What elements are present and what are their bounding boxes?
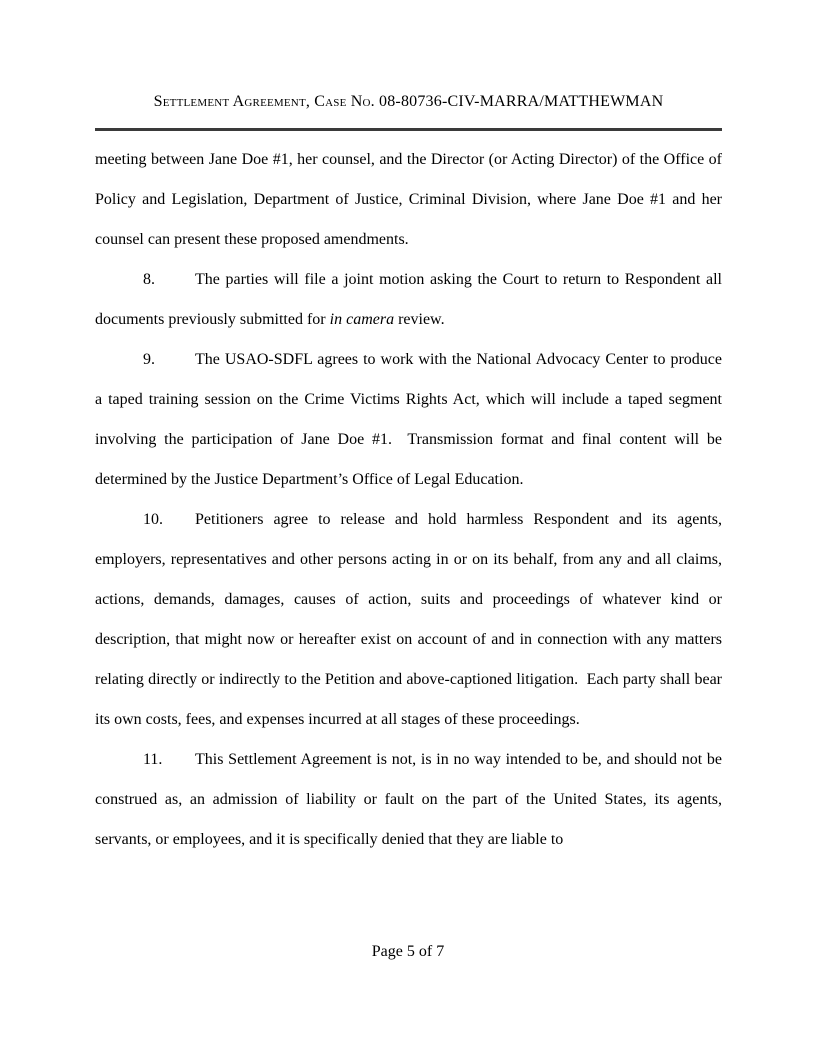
paragraph-8-text-before-italic: The parties will file a joint motion asking the Court to return to Respondent all documents previously submitted for bbox=[95, 271, 722, 328]
document-body bbox=[95, 140, 722, 860]
paragraph-continuation bbox=[95, 140, 722, 260]
paragraph-11-text: This Settlement Agreement is not, is in no way intended to be, and should not be construed as, an admission of liability or fault on the part of the United States, its agents, servants, or employees, and it is specifically denied that they are liable to bbox=[95, 751, 722, 848]
document-header bbox=[95, 92, 722, 112]
paragraph-8-text-after-italic: review. bbox=[394, 311, 445, 328]
paragraph-9-text: The USAO-SDFL agrees to work with the National Advocacy Center to produce a taped training session on the Crime Victims Rights Act, which will include a taped segment involving the participation of Jane Doe #1. Transmission format and final content will be determined by the Justice Department’s Office of Legal Education. bbox=[95, 351, 722, 488]
paragraph-10-text: Petitioners agree to release and hold harmless Respondent and its agents, employers, representatives and other persons acting in or on its behalf, from any and all claims, actions, demands, damages, causes of action, suits and proceedings of whatever kind or description, that might now or hereafter exist on account of and in connection with any matters relating directly or indirectly to the Petition and above-captioned litigation. Each party shall bear its own costs, fees, and expenses incurred at all stages of these proceedings. bbox=[95, 511, 722, 728]
header-divider-rule bbox=[95, 128, 722, 131]
paragraph-9-number: 9. bbox=[143, 351, 155, 368]
document-footer bbox=[0, 932, 816, 972]
paragraph-10 bbox=[95, 500, 722, 740]
page-number-label: Page 5 of 7 bbox=[371, 943, 445, 960]
paragraph-9 bbox=[95, 340, 722, 500]
paragraph-continuation-text: meeting between Jane Doe #1, her counsel, and the Director (or Acting Director) of the Office of Policy and Legislation, Department of Justice, Criminal Division, where Jane Doe #1 and her counsel can present these proposed amendments. bbox=[95, 151, 722, 248]
paragraph-10-number: 10. bbox=[143, 511, 163, 528]
paragraph-8-number: 8. bbox=[143, 271, 155, 288]
document-header-title: Settlement Agreement, Case No. 08-80736-CIV-MARRA/MATTHEWMAN bbox=[153, 93, 664, 110]
paragraph-8 bbox=[95, 260, 722, 340]
paragraph-11 bbox=[95, 740, 722, 860]
paragraph-11-number: 11. bbox=[143, 751, 163, 768]
paragraph-8-italic-phrase: in camera bbox=[329, 311, 395, 328]
